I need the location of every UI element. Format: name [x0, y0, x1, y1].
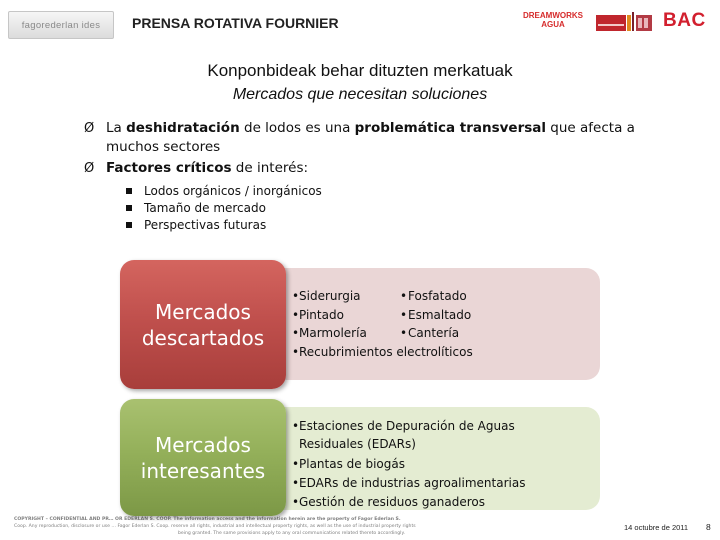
list-item: Plantas de biogás	[299, 457, 405, 471]
bullet-dot-icon: •	[400, 307, 408, 322]
list-item: Estaciones de Depuración de Aguas Residuales (EDARs)	[299, 419, 515, 451]
arrow-bullet-icon: Ø	[84, 161, 95, 176]
descartados-title-line1: Mercados	[155, 299, 251, 324]
bullet-text: La	[106, 120, 127, 136]
partner-logo	[596, 12, 652, 32]
bullet-text: de interés:	[231, 160, 309, 176]
bullet-dot-icon: •	[292, 326, 300, 340]
copyright-line: Coop. Any reproduction, disclosure or use … Fagor Ederlan S. Coop. reserve all rights, industrial and intellectual property rights, as well as the use of industrial property rights	[14, 524, 416, 529]
copyright-footer	[14, 516, 604, 538]
main-bullet-list	[84, 119, 664, 180]
slide-subtitle: Mercados que necesitan soluciones	[232, 86, 488, 103]
bac-logo: BAC	[663, 10, 706, 31]
list-row	[292, 287, 592, 306]
copyright-line: COPYRIGHT – CONFIDENTIAL AND PR… OR EDERLAN S. COOP. The information access and the information herein are the property of Fagor Ederlan S.	[14, 517, 401, 522]
page-number: 8	[706, 522, 711, 532]
square-bullet-icon	[126, 222, 132, 228]
descartados-box	[120, 260, 286, 389]
interesantes-title-line1: Mercados	[155, 432, 251, 457]
sub-bullet-item	[126, 183, 322, 200]
bullet-dot-icon: •	[292, 419, 300, 433]
list-item: Esmaltado	[408, 307, 472, 322]
list-item: EDARs de industrias agroalimentarias	[299, 476, 526, 490]
fagor-ederlan-logo-text: fagorederlan ides	[21, 19, 101, 31]
bullet-bold-text: deshidratación	[126, 120, 240, 136]
descartados-title-line2: descartados	[141, 325, 265, 350]
list-item: Siderurgia	[299, 289, 361, 303]
sub-bullet-item	[126, 217, 322, 234]
interesantes-box	[120, 399, 286, 516]
sub-bullet-text: Lodos orgánicos / inorgánicos	[144, 184, 322, 198]
slide-title: Konponbideak behar dituzten merkatuak	[207, 61, 513, 80]
bullet-dot-icon: •	[292, 476, 300, 490]
square-bullet-icon	[126, 188, 132, 194]
bullet-dot-icon: •	[292, 495, 300, 509]
list-row	[292, 306, 592, 325]
list-row	[292, 493, 592, 512]
sub-bullet-text: Perspectivas futuras	[144, 218, 267, 232]
bullet-dot-icon: •	[292, 457, 300, 471]
list-item: Cantería	[408, 326, 460, 340]
bullet-dot-icon: •	[292, 289, 300, 303]
header-title: PRENSA ROTATIVA FOURNIER	[132, 15, 339, 31]
dreamworks-logo-line2: AGUA	[541, 20, 565, 29]
interesantes-title-line2: interesantes	[140, 458, 266, 483]
dreamworks-agua-logo	[514, 11, 592, 29]
bullet-dot-icon: •	[400, 289, 408, 303]
bullet-text: que afecta a muchos sectores	[106, 120, 635, 155]
list-row	[292, 343, 592, 362]
list-item: Fosfatado	[408, 289, 467, 303]
bullet-text: de lodos es una	[239, 120, 355, 136]
copyright-line: being granted. The same provisions apply to any oral communications related thereto accordingly.	[178, 531, 405, 536]
bullet-bold-text: problemática transversal	[354, 120, 547, 136]
bullet-dot-icon: •	[292, 344, 300, 359]
footer-date: 14 octubre de 2011	[624, 523, 689, 532]
sub-bullet-list	[126, 183, 322, 234]
list-row	[292, 417, 592, 455]
list-item: Recubrimientos electrolíticos	[299, 344, 473, 359]
fagor-ederlan-logo	[8, 11, 114, 39]
bullet-factores	[84, 159, 664, 178]
sub-bullet-text: Tamaño de mercado	[144, 201, 266, 215]
dreamworks-logo-line1: DREAMWORKS	[523, 11, 583, 20]
list-item: Gestión de residuos ganaderos	[299, 495, 486, 509]
bullet-bold-text: Factores críticos	[106, 160, 232, 176]
list-row	[292, 455, 592, 474]
list-item: Marmolería	[299, 326, 367, 340]
square-bullet-icon	[126, 205, 132, 211]
list-item: Pintado	[299, 307, 344, 322]
bullet-deshidratacion	[84, 119, 664, 157]
bullet-dot-icon: •	[400, 326, 408, 340]
descartados-list	[292, 287, 592, 361]
interesantes-list	[292, 417, 592, 512]
bullet-dot-icon: •	[292, 307, 300, 322]
list-row	[292, 474, 592, 493]
list-row	[292, 324, 592, 343]
sub-bullet-item	[126, 200, 322, 217]
arrow-bullet-icon: Ø	[84, 121, 95, 136]
